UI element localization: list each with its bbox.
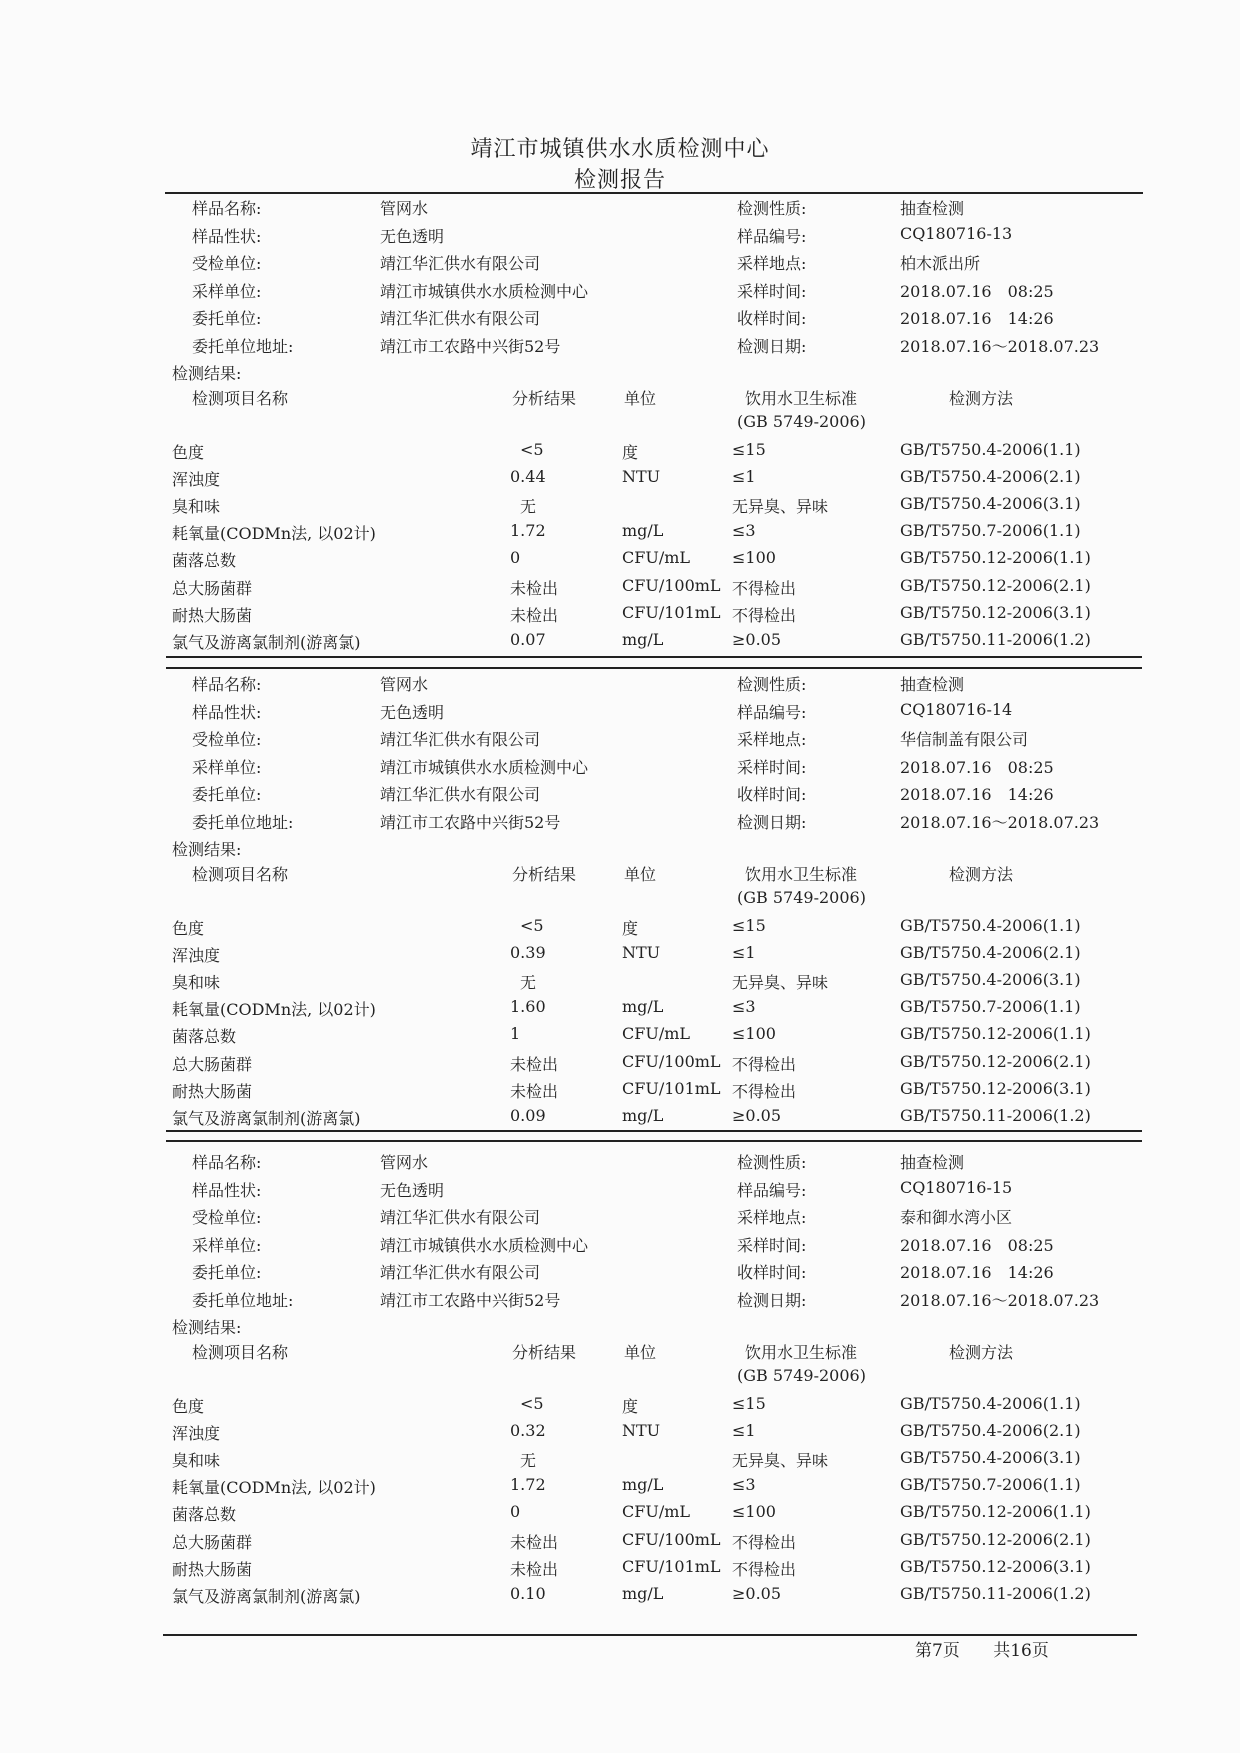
table-row bbox=[172, 630, 1142, 656]
test-item-name: 总大肠菌群 bbox=[172, 1054, 253, 1074]
sampling-site-value: 华信制盖有限公司 bbox=[900, 730, 1029, 749]
sample-number-value: CQ180716-14 bbox=[900, 699, 1013, 719]
table-row bbox=[172, 916, 1142, 942]
sample-state-label: 样品性状: bbox=[192, 1180, 262, 1200]
test-item-name: 浑浊度 bbox=[172, 470, 221, 490]
test-item-name: 耐热大肠菌 bbox=[172, 1081, 253, 1101]
test-standard: ≤15 bbox=[732, 1394, 766, 1413]
test-item-name: 氯气及游离氯制剂(游离氯) bbox=[172, 1586, 361, 1606]
client-unit-label: 委托单位: bbox=[192, 1263, 262, 1282]
table-row bbox=[172, 943, 1142, 969]
test-standard: ≤15 bbox=[732, 916, 766, 935]
sample-number-value: CQ180716-15 bbox=[900, 1177, 1013, 1197]
test-item-name: 色度 bbox=[172, 443, 205, 462]
col-item-header: 检测项目名称 bbox=[192, 389, 289, 408]
sampling-unit-value: 靖江市城镇供水水质检测中心 bbox=[380, 757, 589, 777]
sample-block bbox=[172, 1150, 1142, 1606]
test-item-name: 臭和味 bbox=[172, 1451, 221, 1471]
test-unit: CFU/100mL bbox=[622, 1529, 721, 1549]
test-result: 0.32 bbox=[510, 1421, 546, 1441]
test-method: GB/T5750.4-2006(1.1) bbox=[900, 916, 1081, 935]
sampling-unit-value: 靖江市城镇供水水质检测中心 bbox=[380, 1235, 589, 1255]
table-row bbox=[172, 1052, 1142, 1078]
table-row bbox=[172, 1584, 1142, 1610]
test-method: GB/T5750.7-2006(1.1) bbox=[900, 1475, 1081, 1495]
col-method-header: 检测方法 bbox=[949, 1343, 1014, 1362]
table-row bbox=[172, 1079, 1142, 1105]
test-method: GB/T5750.7-2006(1.1) bbox=[900, 521, 1081, 541]
col-method-header: 检测方法 bbox=[949, 389, 1014, 408]
sample-name-value: 管网水 bbox=[380, 1153, 429, 1172]
sampling-unit-value: 靖江市城镇供水水质检测中心 bbox=[380, 281, 589, 301]
test-item-name: 臭和味 bbox=[172, 973, 221, 993]
inspected-unit-value: 靖江华汇供水有限公司 bbox=[380, 730, 541, 749]
client-address-value: 靖江市工农路中兴街52号 bbox=[380, 1290, 561, 1310]
sampling-time-label: 采样时间: bbox=[737, 757, 807, 777]
sample-name-value: 管网水 bbox=[380, 199, 429, 218]
sampling-unit-label: 采样单位: bbox=[192, 1235, 262, 1255]
test-result: 无 bbox=[520, 973, 537, 993]
test-result: 未检出 bbox=[510, 1081, 559, 1101]
test-date-value: 2018.07.16～2018.07.23 bbox=[900, 1290, 1100, 1310]
sample-name-value: 管网水 bbox=[380, 675, 429, 694]
client-unit-label: 委托单位: bbox=[192, 785, 262, 804]
test-result: 1 bbox=[510, 1024, 521, 1044]
sampling-time-label: 采样时间: bbox=[737, 1235, 807, 1255]
receipt-time-value: 2018.07.16 14:26 bbox=[900, 309, 1054, 328]
table-row bbox=[172, 521, 1142, 547]
test-result: 1.60 bbox=[510, 997, 546, 1017]
col-std-code-header: (GB 5749-2006) bbox=[737, 888, 866, 907]
test-result: 1.72 bbox=[510, 521, 546, 541]
test-standard: ≤3 bbox=[732, 521, 756, 541]
test-standard: 无异臭、异味 bbox=[732, 1451, 829, 1471]
test-standard: ≤1 bbox=[732, 943, 756, 963]
test-result: 0 bbox=[510, 548, 521, 568]
test-standard: ≤15 bbox=[732, 440, 766, 459]
test-unit: mg/L bbox=[622, 1475, 664, 1495]
col-unit-header: 单位 bbox=[624, 1343, 657, 1362]
test-date-label: 检测日期: bbox=[737, 336, 807, 356]
client-unit-value: 靖江华汇供水有限公司 bbox=[380, 1263, 541, 1282]
test-method: GB/T5750.4-2006(2.1) bbox=[900, 1421, 1081, 1441]
client-address-label: 委托单位地址: bbox=[192, 336, 294, 356]
test-result: 1.72 bbox=[510, 1475, 546, 1495]
col-result-header: 分析结果 bbox=[512, 865, 577, 884]
test-result: <5 bbox=[520, 1394, 544, 1413]
sample-state-label: 样品性状: bbox=[192, 226, 262, 246]
test-method: GB/T5750.11-2006(1.2) bbox=[900, 1105, 1091, 1125]
test-standard: ≤3 bbox=[732, 997, 756, 1017]
sampling-unit-label: 采样单位: bbox=[192, 757, 262, 777]
sampling-unit-label: 采样单位: bbox=[192, 281, 262, 301]
table-row bbox=[172, 970, 1142, 996]
test-unit: mg/L bbox=[622, 629, 664, 649]
test-method: GB/T5750.12-2006(2.1) bbox=[900, 1529, 1091, 1549]
sampling-time-value: 2018.07.16 08:25 bbox=[900, 281, 1054, 301]
table-row bbox=[172, 1394, 1142, 1420]
table-row bbox=[172, 440, 1142, 466]
sampling-time-value: 2018.07.16 08:25 bbox=[900, 1235, 1054, 1255]
report-title: 检测报告 bbox=[573, 168, 666, 193]
client-unit-label: 委托单位: bbox=[192, 309, 262, 328]
results-label: 检测结果: bbox=[172, 364, 242, 383]
table-row bbox=[172, 1421, 1142, 1447]
test-standard: ≤100 bbox=[732, 1502, 776, 1522]
test-item-name: 耗氧量(CODMn法, 以02计) bbox=[172, 1000, 376, 1020]
table-row bbox=[172, 467, 1142, 493]
client-address-label: 委托单位地址: bbox=[192, 1290, 294, 1310]
sample-block bbox=[172, 672, 1142, 1128]
client-unit-value: 靖江华汇供水有限公司 bbox=[380, 309, 541, 328]
test-unit: NTU bbox=[622, 943, 661, 963]
client-address-label: 委托单位地址: bbox=[192, 812, 294, 832]
test-unit: NTU bbox=[622, 1421, 661, 1441]
results-label: 检测结果: bbox=[172, 1318, 242, 1337]
block-separator-rule bbox=[166, 1130, 1142, 1132]
test-result: 未检出 bbox=[510, 578, 559, 598]
test-standard: 不得检出 bbox=[732, 605, 797, 625]
results-label: 检测结果: bbox=[172, 840, 242, 859]
inspected-unit-label: 受检单位: bbox=[192, 254, 262, 273]
page-footer bbox=[915, 1636, 1049, 1661]
test-method: GB/T5750.12-2006(3.1) bbox=[900, 1078, 1091, 1098]
test-item-name: 色度 bbox=[172, 919, 205, 938]
sample-state-label: 样品性状: bbox=[192, 702, 262, 722]
test-method: GB/T5750.11-2006(1.2) bbox=[900, 1583, 1091, 1603]
col-result-header: 分析结果 bbox=[512, 1343, 577, 1362]
test-result: 未检出 bbox=[510, 1054, 559, 1074]
test-unit: mg/L bbox=[622, 521, 664, 541]
block-separator-rule bbox=[166, 1140, 1142, 1142]
test-nature-value: 抽查检测 bbox=[900, 1153, 965, 1172]
header-rule bbox=[165, 192, 1143, 194]
receipt-time-label: 收样时间: bbox=[737, 1263, 807, 1282]
test-date-value: 2018.07.16～2018.07.23 bbox=[900, 812, 1100, 832]
col-unit-header: 单位 bbox=[624, 389, 657, 408]
sample-name-label: 样品名称: bbox=[192, 675, 262, 694]
page-number: 第7页 bbox=[915, 1641, 960, 1661]
test-standard: ≤3 bbox=[732, 1475, 756, 1495]
test-standard: ≥0.05 bbox=[732, 1105, 782, 1125]
sampling-site-label: 采样地点: bbox=[737, 730, 807, 749]
col-std-header: 饮用水卫生标准 bbox=[745, 865, 858, 884]
sample-number-label: 样品编号: bbox=[737, 226, 807, 246]
sample-number-label: 样品编号: bbox=[737, 1180, 807, 1200]
test-unit: CFU/101mL bbox=[622, 1078, 721, 1098]
test-result: <5 bbox=[520, 916, 544, 935]
table-row bbox=[172, 494, 1142, 520]
sample-name-label: 样品名称: bbox=[192, 199, 262, 218]
test-method: GB/T5750.12-2006(3.1) bbox=[900, 602, 1091, 622]
test-result: <5 bbox=[520, 440, 544, 459]
test-standard: 不得检出 bbox=[732, 1559, 797, 1579]
inspected-unit-label: 受检单位: bbox=[192, 1208, 262, 1227]
test-result: 未检出 bbox=[510, 605, 559, 625]
test-result: 0.44 bbox=[510, 467, 546, 487]
test-method: GB/T5750.12-2006(1.1) bbox=[900, 1024, 1091, 1044]
col-unit-header: 单位 bbox=[624, 865, 657, 884]
test-unit: CFU/mL bbox=[622, 548, 691, 568]
test-item-name: 菌落总数 bbox=[172, 1027, 237, 1047]
col-std-header: 饮用水卫生标准 bbox=[745, 389, 858, 408]
test-standard: 不得检出 bbox=[732, 578, 797, 598]
sample-name-label: 样品名称: bbox=[192, 1153, 262, 1172]
table-row bbox=[172, 1557, 1142, 1583]
test-method: GB/T5750.4-2006(2.1) bbox=[900, 943, 1081, 963]
col-result-header: 分析结果 bbox=[512, 389, 577, 408]
sample-state-value: 无色透明 bbox=[380, 702, 445, 722]
test-unit: mg/L bbox=[622, 1583, 664, 1603]
sampling-site-value: 柏木派出所 bbox=[900, 254, 981, 273]
test-date-label: 检测日期: bbox=[737, 1290, 807, 1310]
test-standard: ≤1 bbox=[732, 467, 756, 487]
sample-number-label: 样品编号: bbox=[737, 702, 807, 722]
test-standard: ≥0.05 bbox=[732, 629, 782, 649]
test-nature-value: 抽查检测 bbox=[900, 199, 965, 218]
sample-block bbox=[172, 196, 1142, 652]
test-date-value: 2018.07.16～2018.07.23 bbox=[900, 336, 1100, 356]
test-item-name: 耗氧量(CODMn法, 以02计) bbox=[172, 1478, 376, 1498]
col-item-header: 检测项目名称 bbox=[192, 865, 289, 884]
test-result: 0.09 bbox=[510, 1105, 546, 1125]
test-result: 0.07 bbox=[510, 629, 546, 649]
table-row bbox=[172, 1448, 1142, 1474]
sample-state-value: 无色透明 bbox=[380, 226, 445, 246]
test-method: GB/T5750.12-2006(3.1) bbox=[900, 1556, 1091, 1576]
test-unit: CFU/101mL bbox=[622, 1556, 721, 1576]
test-nature-label: 检测性质: bbox=[737, 199, 807, 218]
table-row bbox=[172, 1475, 1142, 1501]
test-method: GB/T5750.4-2006(1.1) bbox=[900, 1394, 1081, 1413]
test-standard: ≥0.05 bbox=[732, 1583, 782, 1603]
test-unit: NTU bbox=[622, 467, 661, 487]
receipt-time-label: 收样时间: bbox=[737, 309, 807, 328]
test-unit: 度 bbox=[622, 443, 639, 462]
test-standard: 不得检出 bbox=[732, 1054, 797, 1074]
block-separator-rule bbox=[166, 667, 1142, 669]
table-row bbox=[172, 603, 1142, 629]
test-item-name: 色度 bbox=[172, 1397, 205, 1416]
test-method: GB/T5750.4-2006(3.1) bbox=[900, 1448, 1081, 1468]
table-row bbox=[172, 1024, 1142, 1050]
sampling-time-label: 采样时间: bbox=[737, 281, 807, 301]
col-std-header: 饮用水卫生标准 bbox=[745, 1343, 858, 1362]
inspected-unit-label: 受检单位: bbox=[192, 730, 262, 749]
test-item-name: 浑浊度 bbox=[172, 1424, 221, 1444]
test-unit: 度 bbox=[622, 1397, 639, 1416]
test-item-name: 总大肠菌群 bbox=[172, 1532, 253, 1552]
test-unit: CFU/mL bbox=[622, 1024, 691, 1044]
test-item-name: 菌落总数 bbox=[172, 1505, 237, 1525]
test-method: GB/T5750.4-2006(1.1) bbox=[900, 440, 1081, 459]
test-standard: ≤100 bbox=[732, 1024, 776, 1044]
test-unit: CFU/mL bbox=[622, 1502, 691, 1522]
test-unit: CFU/100mL bbox=[622, 575, 721, 595]
test-standard: 无异臭、异味 bbox=[732, 497, 829, 517]
test-item-name: 浑浊度 bbox=[172, 946, 221, 966]
sampling-site-value: 泰和御水湾小区 bbox=[900, 1208, 1013, 1227]
test-method: GB/T5750.12-2006(1.1) bbox=[900, 1502, 1091, 1522]
test-item-name: 耐热大肠菌 bbox=[172, 605, 253, 625]
client-unit-value: 靖江华汇供水有限公司 bbox=[380, 785, 541, 804]
table-row bbox=[172, 1530, 1142, 1556]
test-result: 0.10 bbox=[510, 1583, 546, 1603]
col-item-header: 检测项目名称 bbox=[192, 1343, 289, 1362]
inspected-unit-value: 靖江华汇供水有限公司 bbox=[380, 254, 541, 273]
table-row bbox=[172, 997, 1142, 1023]
test-method: GB/T5750.12-2006(2.1) bbox=[900, 1051, 1091, 1071]
inspected-unit-value: 靖江华汇供水有限公司 bbox=[380, 1208, 541, 1227]
test-nature-label: 检测性质: bbox=[737, 675, 807, 694]
test-result: 0 bbox=[510, 1502, 521, 1522]
block-separator-rule bbox=[166, 656, 1142, 658]
test-method: GB/T5750.12-2006(1.1) bbox=[900, 548, 1091, 568]
test-unit: mg/L bbox=[622, 997, 664, 1017]
test-item-name: 耐热大肠菌 bbox=[172, 1559, 253, 1579]
test-item-name: 氯气及游离氯制剂(游离氯) bbox=[172, 1108, 361, 1128]
test-method: GB/T5750.4-2006(3.1) bbox=[900, 494, 1081, 514]
page-total: 共16页 bbox=[993, 1641, 1049, 1661]
sampling-site-label: 采样地点: bbox=[737, 254, 807, 273]
test-standard: 不得检出 bbox=[732, 1081, 797, 1101]
test-unit: CFU/100mL bbox=[622, 1051, 721, 1071]
test-unit: CFU/101mL bbox=[622, 602, 721, 622]
col-method-header: 检测方法 bbox=[949, 865, 1014, 884]
test-nature-label: 检测性质: bbox=[737, 1153, 807, 1172]
test-item-name: 耗氧量(CODMn法, 以02计) bbox=[172, 524, 376, 544]
test-unit: mg/L bbox=[622, 1105, 664, 1125]
test-result: 未检出 bbox=[510, 1532, 559, 1552]
test-standard: ≤100 bbox=[732, 548, 776, 568]
test-date-label: 检测日期: bbox=[737, 812, 807, 832]
sampling-time-value: 2018.07.16 08:25 bbox=[900, 757, 1054, 777]
test-method: GB/T5750.4-2006(3.1) bbox=[900, 970, 1081, 990]
test-method: GB/T5750.7-2006(1.1) bbox=[900, 997, 1081, 1017]
test-method: GB/T5750.11-2006(1.2) bbox=[900, 629, 1091, 649]
test-item-name: 氯气及游离氯制剂(游离氯) bbox=[172, 632, 361, 652]
test-item-name: 菌落总数 bbox=[172, 551, 237, 571]
col-std-code-header: (GB 5749-2006) bbox=[737, 1366, 866, 1385]
table-row bbox=[172, 548, 1142, 574]
test-result: 无 bbox=[520, 497, 537, 517]
table-row bbox=[172, 1502, 1142, 1528]
receipt-time-value: 2018.07.16 14:26 bbox=[900, 1263, 1054, 1282]
receipt-time-label: 收样时间: bbox=[737, 785, 807, 804]
report-org-title: 靖江市城镇供水水质检测中心 bbox=[470, 137, 770, 162]
col-std-code-header: (GB 5749-2006) bbox=[737, 412, 866, 431]
client-address-value: 靖江市工农路中兴街52号 bbox=[380, 812, 561, 832]
table-row bbox=[172, 576, 1142, 602]
test-standard: 无异臭、异味 bbox=[732, 973, 829, 993]
test-method: GB/T5750.12-2006(2.1) bbox=[900, 575, 1091, 595]
test-result: 无 bbox=[520, 1451, 537, 1471]
test-item-name: 总大肠菌群 bbox=[172, 578, 253, 598]
test-standard: 不得检出 bbox=[732, 1532, 797, 1552]
test-unit: 度 bbox=[622, 919, 639, 938]
sample-number-value: CQ180716-13 bbox=[900, 223, 1013, 243]
client-address-value: 靖江市工农路中兴街52号 bbox=[380, 336, 561, 356]
test-standard: ≤1 bbox=[732, 1421, 756, 1441]
test-nature-value: 抽查检测 bbox=[900, 675, 965, 694]
test-result: 0.39 bbox=[510, 943, 546, 963]
test-method: GB/T5750.4-2006(2.1) bbox=[900, 467, 1081, 487]
test-item-name: 臭和味 bbox=[172, 497, 221, 517]
sampling-site-label: 采样地点: bbox=[737, 1208, 807, 1227]
sample-state-value: 无色透明 bbox=[380, 1180, 445, 1200]
table-row bbox=[172, 1106, 1142, 1132]
receipt-time-value: 2018.07.16 14:26 bbox=[900, 785, 1054, 804]
test-result: 未检出 bbox=[510, 1559, 559, 1579]
